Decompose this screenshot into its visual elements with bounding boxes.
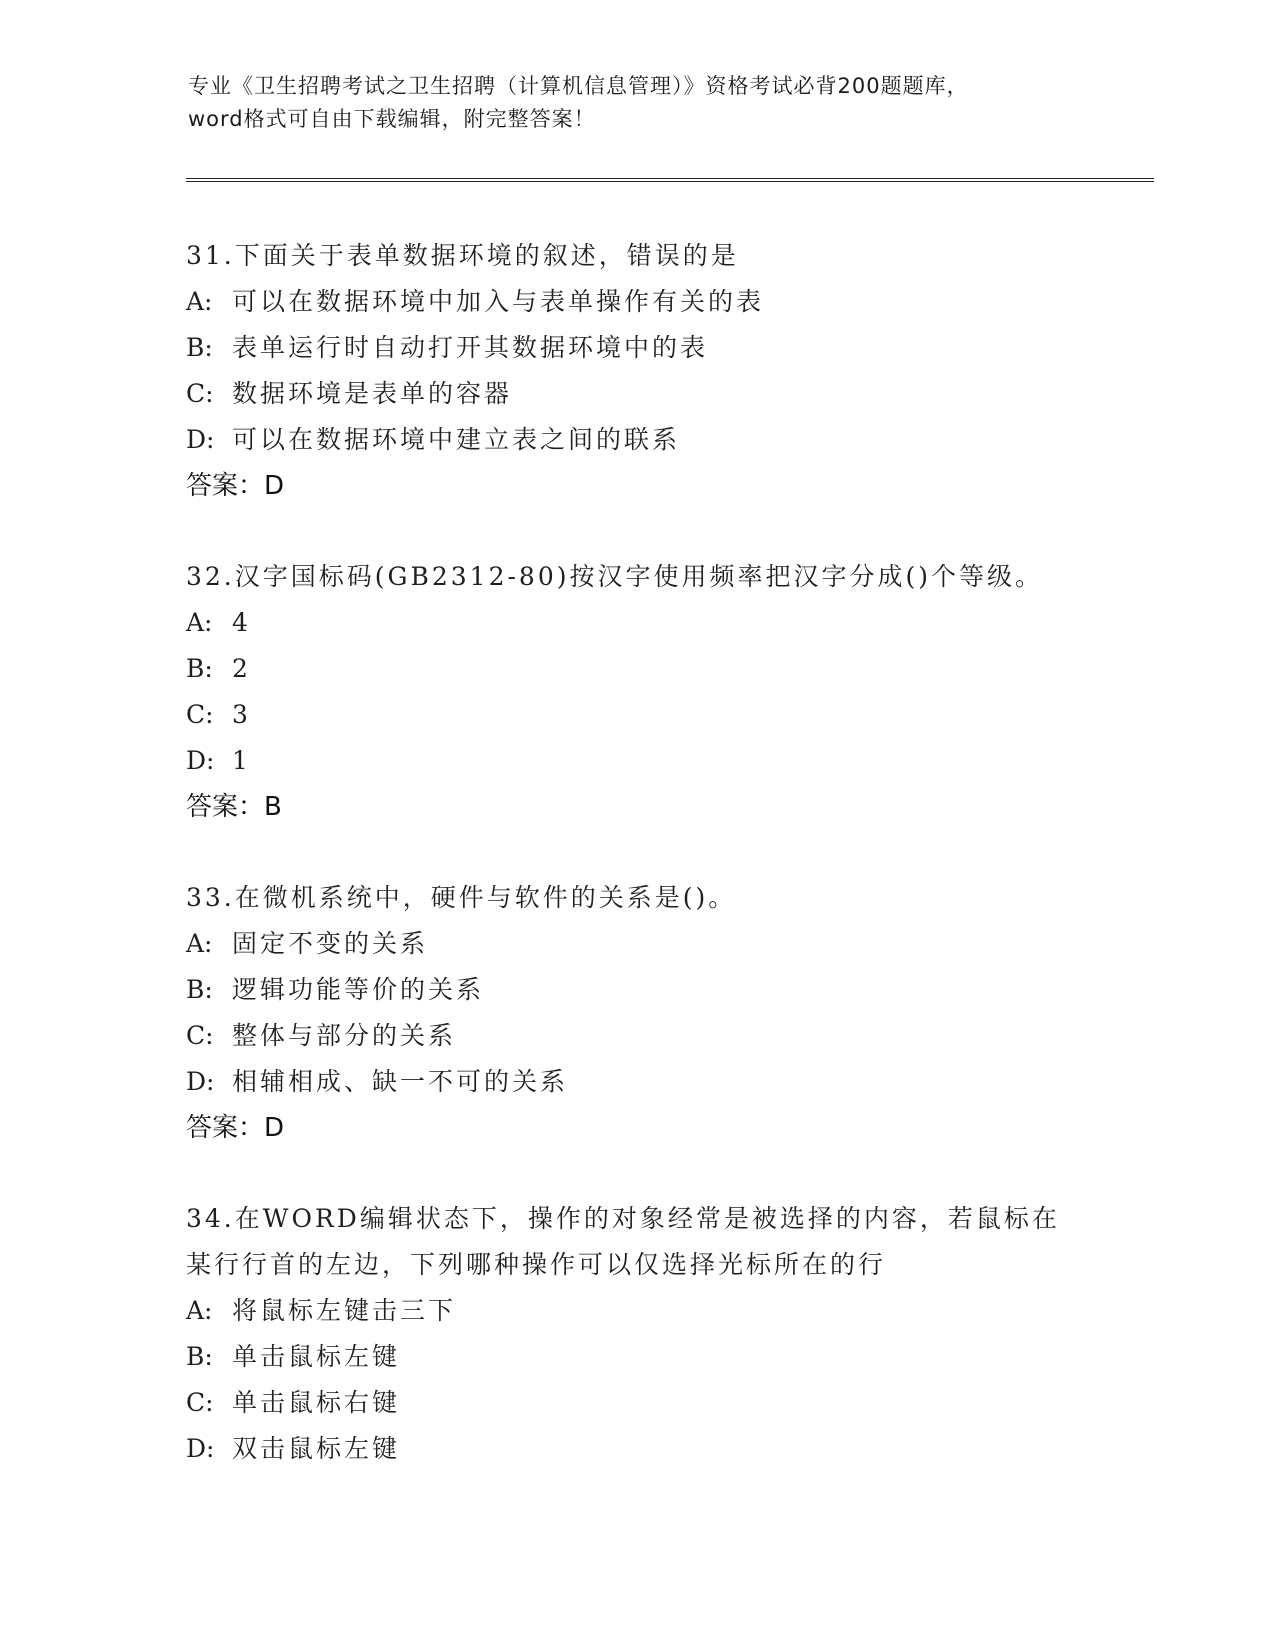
option-key: B:	[186, 654, 213, 683]
option-key: D:	[186, 1434, 215, 1463]
option-b	[186, 967, 1146, 1013]
option-b	[186, 325, 1146, 371]
option-text: 逻辑功能等价的关系	[232, 975, 485, 1004]
option-text: 整体与部分的关系	[232, 1021, 457, 1050]
option-text: 将鼠标左键击三下	[232, 1296, 457, 1325]
header-title-line-2: word格式可自由下载编辑，附完整答案！	[188, 107, 596, 131]
document-header	[188, 70, 1088, 136]
option-a	[186, 279, 1146, 325]
option-text: 4	[232, 608, 251, 637]
option-b	[186, 646, 1146, 692]
header-double-rule	[186, 178, 1154, 182]
option-text: 双击鼠标左键	[232, 1434, 401, 1463]
option-text: 2	[232, 654, 251, 683]
question-stem: 32.汉字国标码(GB2312-80)按汉字使用频率把汉字分成()个等级。	[186, 562, 1043, 591]
option-key: A:	[186, 287, 213, 316]
question-34	[186, 1196, 1146, 1472]
option-key: C:	[186, 700, 214, 729]
option-d	[186, 738, 1146, 784]
option-text: 单击鼠标左键	[232, 1342, 401, 1371]
question-stem-line-1: 34.在WORD编辑状态下，操作的对象经常是被选择的内容，若鼠标在	[186, 1204, 1060, 1233]
question-32	[186, 554, 1146, 830]
option-text: 相辅相成、缺一不可的关系	[232, 1067, 569, 1096]
option-key: C:	[186, 1388, 214, 1417]
option-a	[186, 921, 1146, 967]
option-key: C:	[186, 379, 214, 408]
option-b	[186, 1334, 1146, 1380]
option-key: B:	[186, 333, 213, 362]
option-key: B:	[186, 1342, 213, 1371]
option-d	[186, 1059, 1146, 1105]
option-text: 固定不变的关系	[232, 929, 429, 958]
option-text: 可以在数据环境中建立表之间的联系	[232, 425, 681, 454]
option-d	[186, 417, 1146, 463]
answer-line: 答案：D	[186, 1113, 285, 1143]
option-c	[186, 371, 1146, 417]
question-stem: 33.在微机系统中，硬件与软件的关系是()。	[186, 883, 737, 912]
option-d	[186, 1426, 1146, 1472]
option-c	[186, 1013, 1146, 1059]
option-key: A:	[186, 608, 213, 637]
option-text: 可以在数据环境中加入与表单操作有关的表	[232, 287, 765, 316]
option-text: 表单运行时自动打开其数据环境中的表	[232, 333, 709, 362]
option-key: C:	[186, 1021, 214, 1050]
question-31	[186, 233, 1146, 509]
option-key: D:	[186, 746, 215, 775]
question-stem: 31.下面关于表单数据环境的叙述，错误的是	[186, 241, 739, 270]
option-a	[186, 1288, 1146, 1334]
answer-line: 答案：B	[186, 792, 282, 822]
option-key: D:	[186, 1067, 215, 1096]
option-key: D:	[186, 425, 215, 454]
option-key: B:	[186, 975, 213, 1004]
option-c	[186, 1380, 1146, 1426]
question-33	[186, 875, 1146, 1151]
option-text: 单击鼠标右键	[232, 1388, 401, 1417]
option-a	[186, 600, 1146, 646]
question-list	[186, 233, 1146, 1517]
option-text: 1	[232, 746, 251, 775]
option-key: A:	[186, 1296, 213, 1325]
header-title-line-1: 专业《卫生招聘考试之卫生招聘（计算机信息管理）》资格考试必背200题题库，	[188, 74, 969, 98]
option-key: A:	[186, 929, 213, 958]
option-text: 3	[232, 700, 251, 729]
question-stem-line-2: 某行行首的左边，下列哪种操作可以仅选择光标所在的行	[186, 1250, 887, 1279]
answer-line: 答案：D	[186, 471, 285, 501]
option-c	[186, 692, 1146, 738]
option-text: 数据环境是表单的容器	[232, 379, 513, 408]
